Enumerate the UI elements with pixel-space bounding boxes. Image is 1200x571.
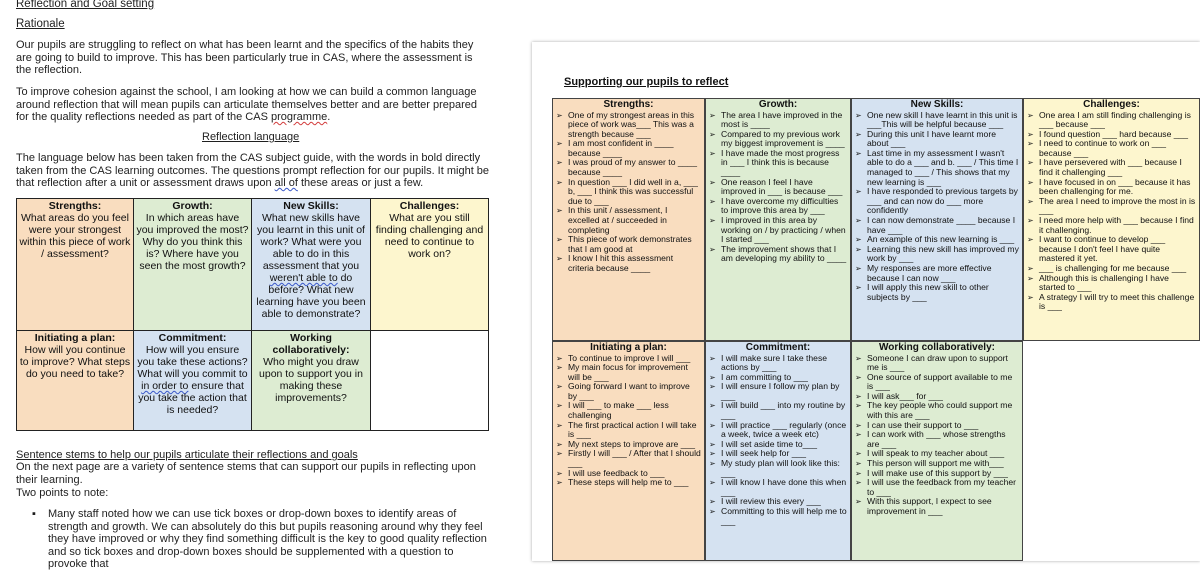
stems-list-new-skills bbox=[855, 111, 1019, 303]
stems-title-initiating-plan: Initiating a plan: bbox=[590, 342, 667, 353]
stem-item: ➢ An example of this new learning is ___ bbox=[855, 235, 1019, 245]
stem-item: ➢ ___ is challenging for me because ___ bbox=[1027, 264, 1196, 274]
stem-item: ➢ I was proud of my answer to ____ because ____ bbox=[556, 158, 701, 177]
stem-item: ➢ With this support, I expect to see improvement in ___ bbox=[855, 497, 1019, 516]
stem-item: ➢ I will know I have done this when ___ bbox=[709, 478, 847, 497]
stem-item: ➢ These steps will help me to ___ bbox=[556, 478, 701, 488]
stem-item: ➢ I will ___ to make ___ less challenging bbox=[556, 401, 701, 420]
stem-item: ➢ My study plan will look like this: ___ bbox=[709, 459, 847, 478]
stem-item: ➢ This piece of work demonstrates that I am good at bbox=[556, 235, 701, 254]
stem-item: ➢ The area I have improved in the most is ____ bbox=[709, 111, 847, 130]
stem-item: ➢ I will ensure I follow my plan by ___ bbox=[709, 382, 847, 401]
stems-list-challenges bbox=[1027, 111, 1196, 312]
stem-item: ➢ The area I need to improve the most in is ___ bbox=[1027, 197, 1196, 216]
stem-item: ➢ A strategy I will try to meet this challenge is ___ bbox=[1027, 293, 1196, 312]
stem-item: ➢ I am most confident in ____ because ____ bbox=[556, 139, 701, 158]
stem-item: ➢ Committing to this will help me to ___ bbox=[709, 507, 847, 526]
stems-list-commitment bbox=[709, 354, 847, 527]
bullet-point-1: Many staff noted how we can use tick boxes or drop-down boxes to identify areas of strength and growth. We can absolutely do this but pupils reasoning around why they feel they have improved or why they find something difficult is the key to good quality reflection and so tick boxes and drop-down boxes should be supplemented with a question to provoke that bbox=[48, 508, 487, 570]
stem-item: ➢ My main focus for improvement will be ___ bbox=[556, 363, 701, 382]
stem-item: ➢ I have focused in on ___ because it has been challenging for me. bbox=[1027, 178, 1196, 197]
stem-item: ➢ I will set aside time to___ bbox=[709, 440, 847, 450]
stem-item: ➢ I have made the most progress in ___ I think this is because ____ bbox=[709, 149, 847, 178]
table-cell-challenges: Challenges: What are you still finding challenging and need to continue to work on? bbox=[371, 199, 489, 331]
stem-item: ➢ I need to continue to work on ___ because ___ bbox=[1027, 139, 1196, 158]
stems-title-challenges: Challenges: bbox=[1083, 99, 1140, 110]
stem-item: ➢ I improved in this area by working on / by practicing / when I started ___ bbox=[709, 216, 847, 245]
stem-item: ➢ My responses are more effective because I can now ___ bbox=[855, 264, 1019, 283]
stem-item: ➢ Going forward I want to improve by ___ bbox=[556, 382, 701, 401]
stem-item: ➢ One reason I feel I have improved in ___ is because ___ bbox=[709, 178, 847, 197]
table-cell-commitment: Commitment: How will you ensure you take these actions? What will you commit to in order to ensure that you take the action that is needed? bbox=[134, 331, 252, 431]
table-cell-strengths: Strengths: What areas do you feel were your strongest within this piece of work / assessment? bbox=[17, 199, 134, 331]
language-paragraph: The language below has been taken from the CAS subject guide, with the words in bold directly taken from the CAS learning outcomes. The questions prompt reflection for our pupils. It might be that reflection after a unit or assessment draws upon all of these areas or just a few. bbox=[16, 152, 490, 189]
stems-title-new-skills: New Skills: bbox=[910, 99, 964, 110]
stem-item: ➢ The first practical action I will take is ___ bbox=[556, 421, 701, 440]
stem-item: ➢ I know I hit this assessment criteria because ____ bbox=[556, 254, 701, 273]
two-points-label: Two points to note: bbox=[16, 487, 109, 499]
page-top-heading: Reflection and Goal setting bbox=[16, 0, 155, 10]
stem-item: ➢ One of my strongest areas in this piece of work was___ This was a strength because ___ bbox=[556, 111, 701, 140]
stem-item: ➢ The improvement shows that I am developing my ability to ____ bbox=[709, 245, 847, 264]
stems-cell-growth bbox=[705, 98, 851, 341]
table-cell-initiating-plan: Initiating a plan: How will you continue to improve? What steps do you need to take? bbox=[17, 331, 134, 431]
stem-item: ➢ I have overcome my difficulties to improve this area by ___ bbox=[709, 197, 847, 216]
stem-item: ➢ This person will support me with___ bbox=[855, 459, 1019, 469]
stem-item: ➢ I have persevered with ___ because I find it challenging ___ bbox=[1027, 158, 1196, 177]
stems-cell-challenges bbox=[1023, 98, 1200, 341]
cohesion-paragraph: To improve cohesion against the school, I am looking at how we can build a common language around reflection that will mean pupils can articulate themselves better and are better prepared for the quality reflections needed as part of the CAS programme. bbox=[16, 86, 478, 123]
stem-item: ➢ I will use feedback to ___ bbox=[556, 469, 701, 479]
stem-item: ➢ In question ___ I did well in a, ___ b, ___ I think this was successful due to ___ bbox=[556, 178, 701, 207]
stem-item: ➢ I will use the feedback from my teacher to ___ bbox=[855, 478, 1019, 497]
stem-item: ➢ Although this is challenging I have started to ___ bbox=[1027, 274, 1196, 293]
left-document-page bbox=[0, 0, 500, 570]
table-cell-growth: Growth: In which areas have you improved the most? Why do you think this is? Where have you seen the most growth? bbox=[134, 199, 252, 331]
stem-item: ➢ One new skill I have learnt in this unit is ___This will be helpful because ___ bbox=[855, 111, 1019, 130]
stem-item: ➢ I can use their support to ___ bbox=[855, 421, 1019, 431]
stem-item: ➢ I have responded to previous targets by ___ and can now do ___ more confidently bbox=[855, 187, 1019, 216]
stem-item: ➢ My next steps to improve are ___ bbox=[556, 440, 701, 450]
stem-item: ➢ I will practice ___ regularly (once a week, twice a week etc) bbox=[709, 421, 847, 440]
table-cell-empty bbox=[371, 331, 489, 431]
rationale-paragraph: Our pupils are struggling to reflect on what has been learnt and the specifics of the habits they are going to build to improve. This has been particularly true in CAS, where the assessment is the reflection. bbox=[16, 39, 474, 76]
stems-list-strengths bbox=[556, 111, 701, 274]
stem-item: ➢ One source of support available to me is ___ bbox=[855, 373, 1019, 392]
reflection-language-table bbox=[16, 198, 489, 431]
stem-item: ➢ During this unit I have learnt more about ___ bbox=[855, 130, 1019, 149]
reflection-language-heading: Reflection language bbox=[202, 131, 300, 143]
stem-item: ➢ I will review this every ___ bbox=[709, 497, 847, 507]
stem-item: ➢ I can now demonstrate ____ because I have ___ bbox=[855, 216, 1019, 235]
stems-title-commitment: Commitment: bbox=[745, 342, 811, 353]
stems-list-initiating-plan bbox=[556, 354, 701, 488]
stem-item: ➢ I will apply this new skill to other subjects by ___ bbox=[855, 283, 1019, 302]
stem-item: ➢ The key people who could support me with this are ___ bbox=[855, 401, 1019, 420]
stem-item: ➢ I will make sure I take these actions by ___ bbox=[709, 354, 847, 373]
rationale-heading: Rationale bbox=[16, 18, 65, 30]
stem-item: ➢ Someone I can draw upon to support me is ___ bbox=[855, 354, 1019, 373]
stem-item: ➢ I will ask___ for ___ bbox=[855, 392, 1019, 402]
stems-title-working-collaboratively: Working collaboratively: bbox=[879, 342, 995, 353]
stems-list-working-collaboratively bbox=[855, 354, 1019, 517]
stem-item: ➢ I will make use of this support by ___ bbox=[855, 469, 1019, 479]
stem-item: ➢ I need more help with ___ because I find it challenging. bbox=[1027, 216, 1196, 235]
supporting-pupils-title: Supporting our pupils to reflect bbox=[564, 76, 729, 88]
stem-item: ➢ In this unit / assessment, I excelled at / succeeded in completing bbox=[556, 206, 701, 235]
table-cell-working-collaboratively: Working collaboratively: Who might you draw upon to support you in making these improvements? bbox=[252, 331, 371, 431]
stems-title-strengths: Strengths: bbox=[603, 99, 654, 110]
stems-title-growth: Growth: bbox=[758, 99, 798, 110]
stems-paragraph: On the next page are a variety of sentence stems that can support our pupils in reflecting upon their learning. bbox=[16, 461, 476, 486]
stem-item: ➢ Firstly I will ___ / After that I should ___ bbox=[556, 449, 701, 468]
page-gap bbox=[500, 0, 532, 561]
stems-list-growth bbox=[709, 111, 847, 265]
stems-cell-working-collaboratively bbox=[851, 341, 1023, 561]
stems-cell-new-skills bbox=[851, 98, 1023, 341]
stem-item: ➢ I want to continue to develop ___ because I don't feel I have quite mastered it yet. bbox=[1027, 235, 1196, 264]
stem-item: ➢ Learning this new skill has improved my work by ___ bbox=[855, 245, 1019, 264]
stems-cell-commitment bbox=[705, 341, 851, 561]
stems-heading: Sentence stems to help our pupils articulate their reflections and goals bbox=[16, 449, 358, 461]
stem-item: ➢ To continue to improve I will ___ bbox=[556, 354, 701, 364]
stem-item: ➢ I will speak to my teacher about ___ bbox=[855, 449, 1019, 459]
stem-item: ➢ One area I am still finding challenging is ___ because ___ bbox=[1027, 111, 1196, 130]
stem-item: ➢ I can work with ___ whose strengths are ___ bbox=[855, 430, 1019, 449]
stem-item: ➢ Compared to my previous work my biggest improvement is ____ bbox=[709, 130, 847, 149]
right-document-page bbox=[532, 42, 1200, 561]
stem-item: ➢ I am committing to ___ bbox=[709, 373, 847, 383]
bullet-marker: ▪ bbox=[32, 508, 36, 520]
stem-item: ➢ I found question ___ hard because ___ bbox=[1027, 130, 1196, 140]
stem-item: ➢ I will seek help for ___ bbox=[709, 449, 847, 459]
stem-item: ➢ I will build ___ into my routine by ___ bbox=[709, 401, 847, 420]
stems-cell-strengths bbox=[552, 98, 705, 341]
stems-cell-initiating-plan bbox=[552, 341, 705, 561]
table-cell-new-skills: New Skills: What new skills have you learnt in this unit of work? What were you able to do in this assessment that you weren't able to do before? What new learning have you been able to demonstrate? bbox=[252, 199, 371, 331]
stem-item: ➢ Last time in my assessment I wasn't able to do a ___ and b. ___ / This time I managed to ___ / This shows that my new learning is ___ bbox=[855, 149, 1019, 187]
